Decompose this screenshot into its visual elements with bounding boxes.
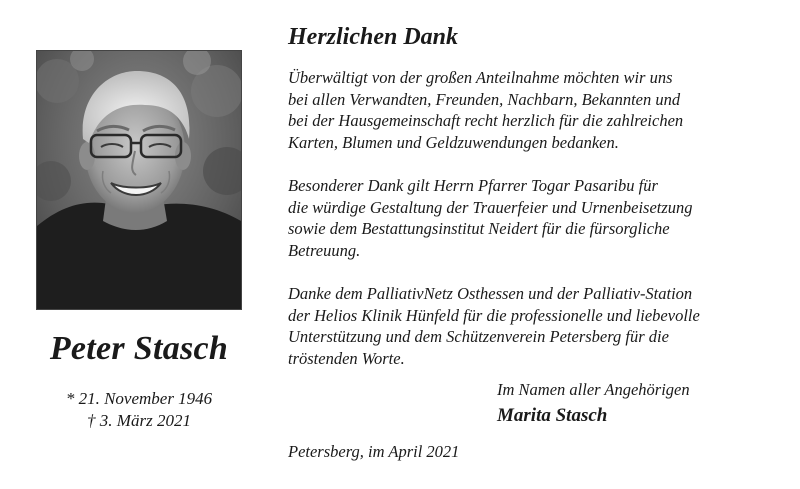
thanks-paragraph-2 [288, 175, 788, 261]
paragraph-line: Unterstützung und dem Schützenverein Petersberg für die [288, 327, 669, 347]
paragraph-line: Danke dem PalliativNetz Osthessen und der Palliativ-Station [288, 284, 693, 303]
paragraph-line: Karten, Blumen und Geldzuwendungen bedanken. [288, 132, 619, 152]
paragraph-line: Besonderer Dank gilt Herrn Pfarrer Togar Pasaribu für [288, 176, 658, 195]
signature-name: Marita Stasch [497, 405, 608, 426]
portrait-photo [36, 50, 242, 310]
paragraph-line: bei der Hausgemeinschaft recht herzlich für die zahlreichen [288, 111, 684, 131]
deceased-name: Peter Stasch [49, 330, 229, 367]
paragraph-line: bei allen Verwandten, Freunden, Nachbarn, Bekannten und [288, 89, 681, 109]
place-date: Petersberg, im April 2021 [288, 442, 460, 461]
life-dates [0, 388, 278, 432]
notice-heading: Herzlichen Dank [288, 24, 459, 50]
thanks-paragraph-1 [288, 67, 788, 153]
signature-intro: Im Namen aller Angehörigen [497, 380, 690, 399]
thanks-paragraph-3 [288, 283, 788, 369]
death-date: † 3. März 2021 [87, 411, 191, 430]
paragraph-line: der Helios Klinik Hünfeld für die professionelle und liebevolle [288, 305, 700, 325]
paragraph-line: sowie dem Bestattungsinstitut Neidert für die fürsorgliche [288, 219, 670, 239]
birth-date: * 21. November 1946 [65, 389, 213, 408]
paragraph-line: tröstenden Worte. [288, 348, 405, 368]
paragraph-line: die würdige Gestaltung der Trauerfeier und Urnenbeisetzung [288, 197, 693, 217]
paragraph-line: Betreuung. [288, 240, 361, 260]
paragraph-line: Überwältigt von der großen Anteilnahme möchten wir uns [288, 68, 673, 87]
